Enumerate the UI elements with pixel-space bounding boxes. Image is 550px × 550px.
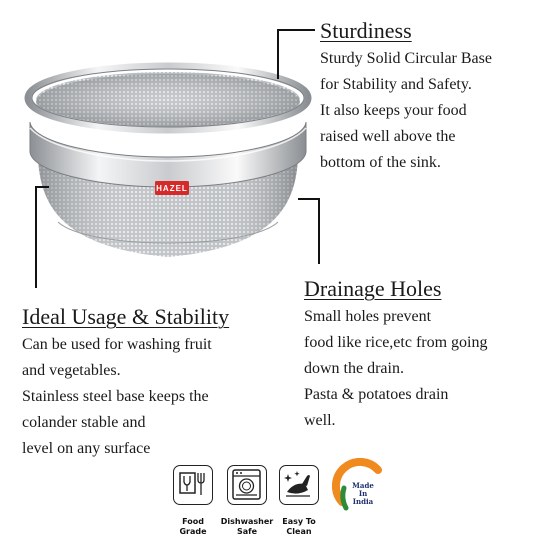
usage-line: Stainless steel base keeps the [22, 388, 209, 405]
sturdiness-callout-line-h [277, 29, 315, 31]
easy-to-clean-badge [279, 465, 319, 505]
sturdiness-line: for Stability and Safety. [320, 76, 472, 93]
easy-to-clean-label-line: Easy To [282, 517, 316, 526]
sturdiness-line: Sturdy Solid Circular Base [320, 50, 492, 67]
drainage-line: Pasta & potatoes drain [304, 386, 449, 403]
food-grade-badge [173, 465, 213, 505]
dishwasher-safe-label-line: Dishwasher [220, 517, 274, 526]
sturdiness-line: bottom of the sink. [320, 154, 441, 171]
sturdiness-line: It also keeps your food [320, 102, 467, 119]
usage-callout-line-h [35, 186, 49, 188]
easy-to-clean-label-line: Clean [286, 527, 312, 536]
dishwasher-safe-badge [227, 465, 267, 505]
usage-line: level on any surface [22, 440, 151, 457]
brand-tag: HAZEL [156, 184, 188, 193]
usage-line: Can be used for washing fruit [22, 336, 212, 353]
dishwasher-safe-icon [228, 466, 265, 503]
food-grade-label-line: Grade [179, 527, 207, 536]
food-grade-label-line: Food [182, 517, 204, 526]
food-grade-label [165, 517, 221, 537]
drainage-title: Drainage Holes [304, 276, 442, 301]
drainage-line: food like rice,etc from going [304, 334, 488, 351]
drainage-callout-line-h [298, 198, 319, 200]
sturdiness-section [320, 18, 492, 176]
made-in-india-line3: India [352, 497, 374, 506]
usage-section [22, 304, 229, 462]
made-in-india-line2: In [358, 489, 368, 498]
made-in-india-line1: Made [352, 481, 374, 490]
drainage-callout-line-v [318, 198, 320, 264]
drainage-section [304, 276, 488, 434]
easy-to-clean-icon [280, 466, 317, 503]
sturdiness-callout-line-v [277, 29, 279, 79]
drainage-line: down the drain. [304, 360, 404, 377]
drainage-line: well. [304, 412, 336, 429]
sturdiness-line: raised well above the [320, 128, 456, 145]
food-grade-icon [174, 466, 211, 503]
made-in-india-badge [332, 458, 392, 518]
usage-callout-line-v [35, 186, 37, 288]
usage-line: colander stable and [22, 414, 146, 431]
green-arc [343, 488, 346, 508]
dishwasher-safe-label [215, 517, 279, 537]
easy-to-clean-label [271, 517, 327, 537]
drainage-line: Small holes prevent [304, 308, 432, 325]
sturdiness-title: Sturdiness [320, 18, 412, 43]
colander-image [18, 62, 318, 272]
usage-title: Ideal Usage & Stability [22, 304, 230, 329]
dishwasher-safe-label-line: Safe [236, 527, 258, 536]
usage-line: and vegetables. [22, 362, 121, 379]
